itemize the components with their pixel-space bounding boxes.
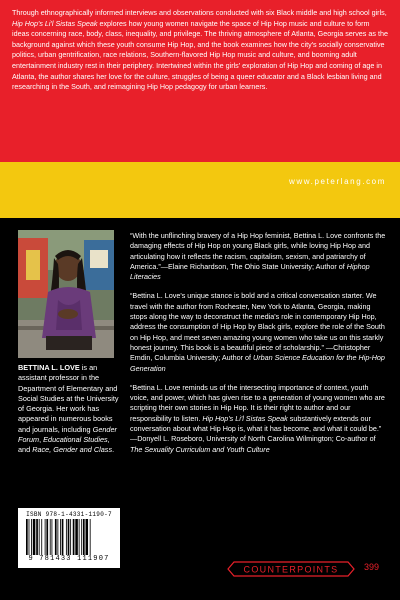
bio-end: .	[112, 445, 115, 455]
barcode	[18, 508, 120, 568]
barcode-bar	[66, 519, 67, 555]
blurb-book-title: Hip Hop's Li'l Sistas Speak	[12, 18, 98, 28]
barcode-bar	[86, 519, 89, 555]
bio-journal-3: Race, Gender and Class	[32, 445, 113, 455]
endorsement-1-title: Hiphop Literacies	[130, 261, 370, 282]
barcode-bar	[33, 519, 36, 555]
barcode-bar	[73, 519, 75, 555]
endorsement-3	[130, 383, 388, 455]
barcode-bar	[57, 519, 58, 555]
endorsement-2-text: “Bettina L. Love's unique stance is bold and a critical conversation starter. We travel with the author from Rochester, New York to Atlanta, Georgia, making stops along the way to deconstruct the media's role in contemporary Hip Hop, address the consumption of Hip Hop by Black girls, explore the role of the South on Hip Hop, and meet seven amazing young women who take us on this starkly honest journey. This book is a beautiful piece of scholarship.” —Christopher Emdin, Columbia University; Author of	[130, 291, 385, 363]
barcode-bar	[79, 519, 80, 555]
barcode-bar	[60, 519, 61, 555]
bio-journal-2: Educational Studies	[43, 435, 108, 445]
barcode-bar	[29, 519, 30, 555]
endorsements	[130, 231, 388, 464]
barcode-bar	[62, 519, 64, 555]
endorsement-2-title: Urban Science Education for the Hip-Hop Generation	[130, 353, 385, 373]
barcode-bar	[52, 519, 53, 555]
blurb-text-1: Through ethnographically informed interviews and observations conducted with six Black middle and high school girls,	[12, 8, 387, 17]
barcode-bar	[68, 519, 70, 555]
red-band	[0, 0, 400, 162]
barcode-bar	[39, 519, 40, 555]
endorsement-3-text: “Bettina L. Love reminds us of the intersecting importance of context, youth voice, and power, which has given rise to a generation of young women who are scripting their own stories in Hip Hop. It is their right to author and our responsibility to listen.	[130, 382, 385, 423]
barcode-bar	[75, 519, 78, 555]
endorsement-3-title: Hip Hop's Li'l Sistas Speak	[202, 413, 288, 423]
author-photo	[18, 230, 114, 358]
barcode-bar	[83, 519, 85, 555]
barcode-bar	[41, 519, 42, 555]
endorsement-3-middle: substantively extends our conversation about what Hip Hop is, what it has become, and what it could be.” —Donyell L. Roseboro, University of North Carolina Wilmington; Co-author of	[130, 413, 382, 444]
barcode-bar	[90, 519, 91, 555]
bio-journal-1: Gender Forum	[18, 424, 117, 445]
barcode-bar	[45, 519, 46, 555]
endorsement-1-text: “With the unflinching bravery of a Hip Hop feminist, Bettina L. Love confronts the damaging effects of Hip Hop on young Black girls, while loving Hip Hop and articulating how it reflects the racism, capitalism, sexism, and patriarchy of America.”—Elaine Richardson, The Ohio State University; Author of	[130, 231, 386, 271]
barcode-bar	[55, 519, 57, 555]
barcode-bar	[81, 519, 82, 555]
endorsement-1	[130, 231, 388, 282]
bio-sep-1: ,	[39, 435, 44, 445]
counterpoints-logo	[226, 560, 356, 578]
barcode-bar	[36, 519, 38, 555]
series-name: COUNTERPOINTS	[243, 564, 339, 575]
blurb-text-2: explores how young women navigate the space of Hip Hop music and culture to form ideas concerning race, body, class, inequality, and privilege. The thriving atmosphere of Atlanta, Georgia serves as the background against which these youth consume Hip Hop, and the book examines how the city's socially conservative politics, urban gentrification, race relations, Southern-flavored Hip Hop music and culture, and booming adult entertainment industry rest in their periphery. Intertwined within the girls' exploration of Hip Hop and coming of age in Atlanta, the author shares her love for the culture, struggles of being a queer educator and a Black lesbian living and researching in the South, and reimagining Hip Hop pedagogy for urban learners.	[12, 18, 388, 92]
barcode-bar	[46, 519, 48, 555]
endorsement-2	[130, 291, 388, 373]
bio-sep-2: , and	[18, 435, 110, 455]
barcode-bar	[31, 519, 32, 555]
url-row	[0, 171, 400, 186]
barcode-bar	[70, 519, 71, 555]
barcode-bars	[23, 519, 115, 555]
barcode-bar	[26, 519, 28, 555]
isbn-text: ISBN 978-1-4331-1190-7	[26, 511, 112, 518]
endorsement-3-title-2: The Sexuality Curriculum and Youth Culture	[130, 444, 270, 454]
author-photo-illustration	[18, 230, 114, 358]
back-cover-blurb	[12, 8, 388, 93]
bio-text: is an assistant professor in the Department of Elementary and Social Studies at the University of Georgia. Her work has appeared in numerous books and journals, including	[18, 363, 119, 434]
barcode-digits: 9 781433 111907	[28, 555, 110, 563]
barcode-bar	[50, 519, 51, 555]
author-bio	[18, 363, 123, 456]
author-name: BETTINA L. LOVE	[18, 363, 80, 372]
series-number: 399	[364, 562, 380, 572]
publisher-url[interactable]: www.peterlang.com	[288, 177, 386, 186]
